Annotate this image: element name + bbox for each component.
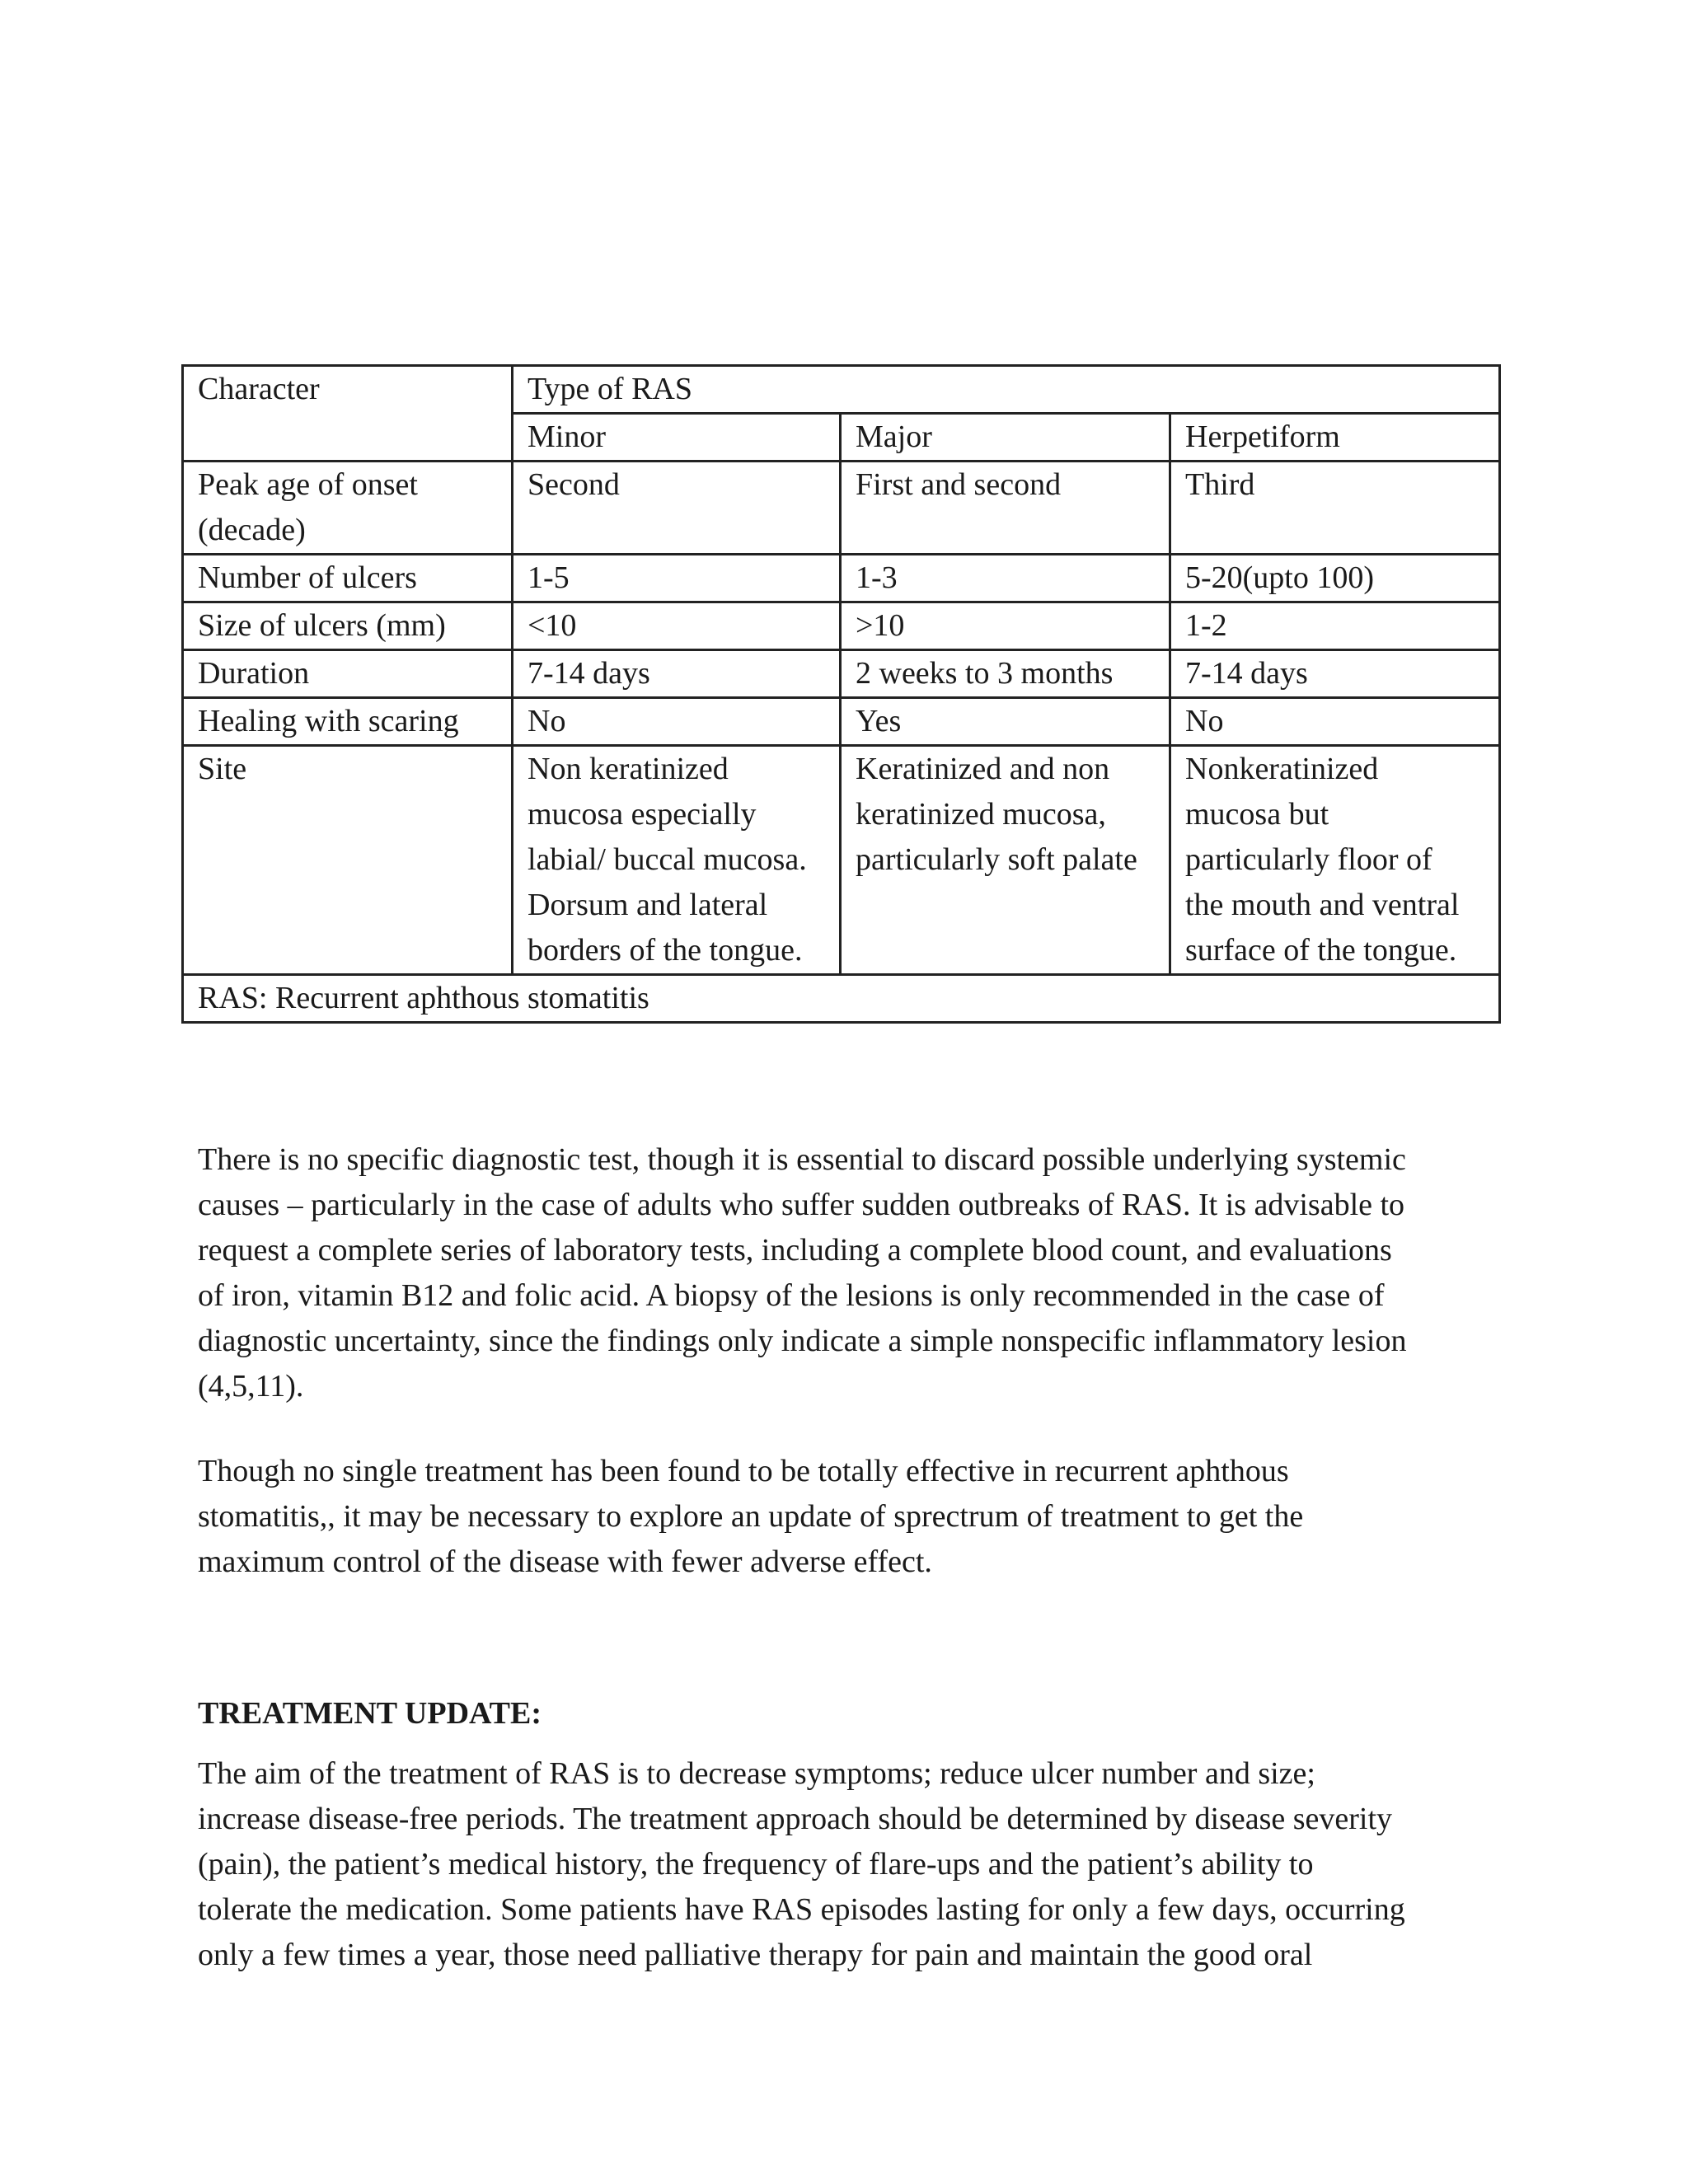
text-line: causes – particularly in the case of adults who suffer sudden outbreaks of RAS. It is advisable to [198, 1188, 1405, 1222]
cell-line: (decade) [198, 513, 306, 547]
header-type-of-ras: Type of RAS [513, 366, 1500, 414]
row-label: Size of ulcers (mm) [183, 602, 513, 650]
cell-line: particularly floor of [1185, 842, 1432, 877]
cell-line: Keratinized and non [856, 752, 1110, 786]
table-footnote-row [183, 975, 1500, 1023]
paragraph-treatment-effectiveness [198, 1449, 1303, 1585]
cell-line: particularly soft palate [856, 842, 1137, 877]
cell-minor: <10 [513, 602, 841, 650]
cell-major: Yes [841, 698, 1170, 746]
table-row [183, 555, 1500, 602]
cell-line: mucosa but [1185, 797, 1329, 832]
table-row [183, 462, 1500, 555]
table-row [183, 746, 1500, 975]
header-herpetiform: Herpetiform [1170, 414, 1500, 462]
text-line: The aim of the treatment of RAS is to decrease symptoms; reduce ulcer number and size; [198, 1756, 1315, 1791]
header-character: Character [183, 366, 513, 462]
row-label: Healing with scaring [183, 698, 513, 746]
cell-minor: Second [513, 462, 841, 555]
cell-line: Peak age of onset [198, 467, 418, 502]
paragraph-diagnosis [198, 1137, 1407, 1409]
cell-line: surface of the tongue. [1185, 933, 1457, 968]
table-footnote: RAS: Recurrent aphthous stomatitis [183, 975, 1500, 1023]
cell-line: mucosa especially [528, 797, 757, 832]
paragraph-treatment-aim [198, 1751, 1405, 1978]
cell-herpetiform: 5-20(upto 100) [1170, 555, 1500, 602]
cell-line: the mouth and ventral [1185, 888, 1460, 922]
text-line: request a complete series of laboratory tests, including a complete blood count, and evaluations [198, 1233, 1392, 1268]
cell-line: Dorsum and lateral [528, 888, 768, 922]
cell-line: Nonkeratinized [1185, 752, 1379, 786]
cell-line: labial/ buccal mucosa. [528, 842, 807, 877]
cell-minor: No [513, 698, 841, 746]
cell-minor: 7-14 days [513, 650, 841, 698]
cell-major: First and second [841, 462, 1170, 555]
cell-line: Non keratinized [528, 752, 729, 786]
text-line: Though no single treatment has been found to be totally effective in recurrent aphthous [198, 1454, 1289, 1488]
cell-herpetiform: 1-2 [1170, 602, 1500, 650]
ras-comparison-table [181, 364, 1501, 1024]
table-row [183, 698, 1500, 746]
cell-line: borders of the tongue. [528, 933, 803, 968]
table-row [183, 650, 1500, 698]
table-header-row [183, 366, 1500, 414]
header-minor: Minor [513, 414, 841, 462]
cell-line: keratinized mucosa, [856, 797, 1106, 832]
text-line: (pain), the patient’s medical history, the frequency of flare-ups and the patient’s ability to [198, 1847, 1314, 1882]
row-label: Number of ulcers [183, 555, 513, 602]
row-label: Duration [183, 650, 513, 698]
cell-herpetiform: No [1170, 698, 1500, 746]
text-line: (4,5,11). [198, 1369, 304, 1404]
section-heading: TREATMENT UPDATE: [198, 1696, 542, 1731]
text-line: tolerate the medication. Some patients have RAS episodes lasting for only a few days, occurring [198, 1892, 1405, 1927]
text-line: of iron, vitamin B12 and folic acid. A biopsy of the lesions is only recommended in the case of [198, 1278, 1385, 1313]
cell-minor: 1-5 [513, 555, 841, 602]
cell-herpetiform [1170, 746, 1500, 975]
cell-major [841, 746, 1170, 975]
text-line: There is no specific diagnostic test, though it is essential to discard possible underlying systemic [198, 1142, 1406, 1177]
text-line: maximum control of the disease with fewer adverse effect. [198, 1544, 932, 1579]
cell-major: 2 weeks to 3 months [841, 650, 1170, 698]
header-major: Major [841, 414, 1170, 462]
text-line: stomatitis,, it may be necessary to explore an update of sprectrum of treatment to get the [198, 1499, 1304, 1534]
text-line: only a few times a year, those need palliative therapy for pain and maintain the good oral [198, 1938, 1313, 1972]
row-label: Site [183, 746, 513, 975]
cell-minor [513, 746, 841, 975]
cell-herpetiform: Third [1170, 462, 1500, 555]
cell-major: 1-3 [841, 555, 1170, 602]
text-line: diagnostic uncertainty, since the findings only indicate a simple nonspecific inflammatory lesion [198, 1324, 1407, 1358]
cell-major: >10 [841, 602, 1170, 650]
table-row [183, 602, 1500, 650]
text-line: increase disease-free periods. The treatment approach should be determined by disease severity [198, 1802, 1393, 1836]
cell-herpetiform: 7-14 days [1170, 650, 1500, 698]
row-label [183, 462, 513, 555]
